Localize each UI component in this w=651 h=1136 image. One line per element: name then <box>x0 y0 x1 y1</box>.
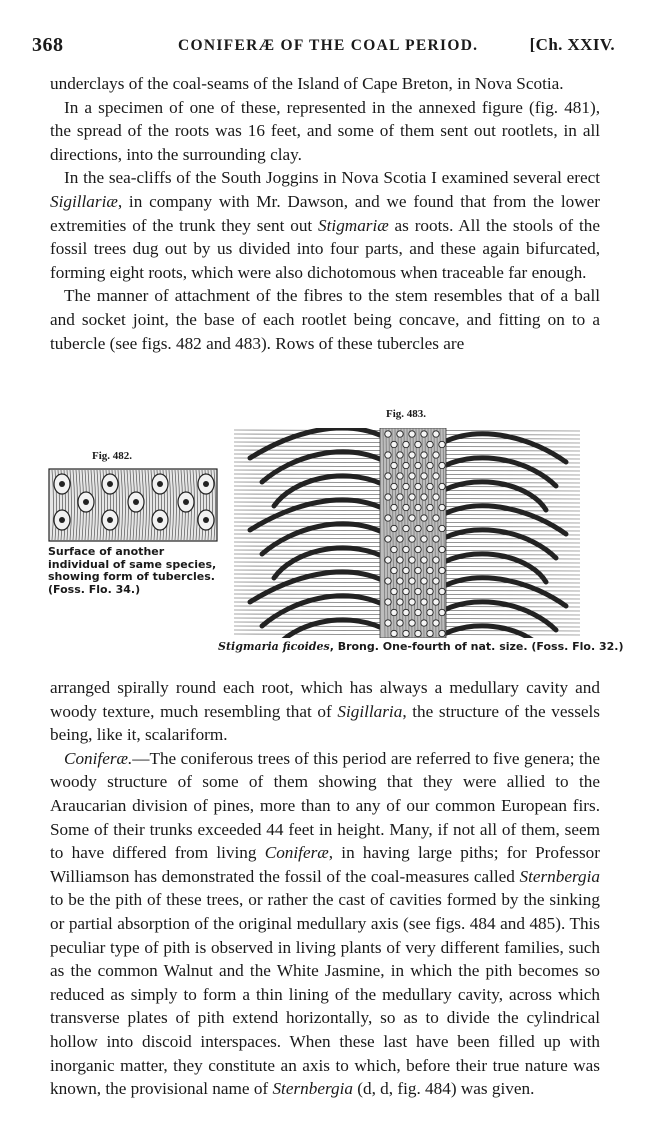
chapter-reference: [Ch. XXIV. <box>529 35 615 54</box>
fig-483-caption: Stigmaria ficoides, Brong. One-fourth of nat. size. (Foss. Flo. 32.) <box>218 640 624 653</box>
figures-area <box>48 408 624 660</box>
body-text-top <box>50 72 600 355</box>
fig-483-stigmaria-illustration <box>232 428 582 638</box>
fig-482-caption: Surface of another individual of same species, showing form of tubercles. (Foss. Flo. 34.) <box>48 545 217 596</box>
paragraph-coniferae: Coniferæ.—The coniferous trees of this period are referred to five genera; the woody structure of some of them showing that they were allied to the Araucarian division of pines, more than to any of our common European firs. Some of their trunks exceeded 44 feet in height. Many, if not all of them, seem to have differed from living Coniferæ, in having large piths; for Professor Williamson has demonstrated the fossil of the coal-measures called Sternbergia to be the pith of these trees, or rather the cast of cavities formed by the sinking or partial absorption of the original medullary axis (see figs. 484 and 485). This peculiar type of pith is observed in living plants of very different families, such as the common Walnut and the White Jasmine, in which the pith becomes so reduced as simply to form a thin lining of the medullary cavity, across which transverse plates of pith extend horizontally, so as to divide the cylindrical hollow into discoid interspaces. When these last have been filled up with inorganic matter, they constitute an axis to which, before their true nature was known, the provisional name of Sternbergia (d, d, fig. 484) was given. <box>50 748 600 1099</box>
paragraph-spiral-rows: arranged spirally round each root, which has always a medullary cavity and woody texture, much resembling that of Sigillaria, the structure of the vessels being, like it, scalariform. <box>50 678 600 745</box>
body-text-bottom <box>50 676 600 1101</box>
fig-482-label: Fig. 482. <box>92 450 133 462</box>
running-title: CONIFERÆ OF THE COAL PERIOD. <box>178 37 479 54</box>
page-header <box>32 34 615 60</box>
fig-482-tubercles-illustration <box>48 468 218 542</box>
paragraph-attachment: The manner of attachment of the fibres to the stem resembles that of a ball and socket joint, the base of each rootlet being concave, and fitting on to a tubercle (see figs. 482 and 483). Rows of these tubercles are <box>50 286 600 353</box>
page-number: 368 <box>32 34 64 56</box>
paragraph-continuation: underclays of the coal-seams of the Island of Cape Breton, in Nova Scotia. <box>50 74 564 93</box>
paragraph-specimen: In a specimen of one of these, represented in the annexed figure (fig. 481), the spread of the roots was 16 feet, and some of them sent out rootlets, in all directions, into the surrounding clay. <box>50 97 600 164</box>
fig-483-label: Fig. 483. <box>386 408 427 420</box>
paragraph-sea-cliffs: In the sea-cliffs of the South Joggins in Nova Scotia I examined several erect Sigillariæ, in company with Mr. Dawson, and we found that from the lower extremities of the trunk they sent out Stigmariæ as roots. All the stools of the fossil trees dug out by us divided into four parts, and these again bifurcated, forming eight roots, which were also dichotomous when traceable far enough. <box>50 168 600 282</box>
